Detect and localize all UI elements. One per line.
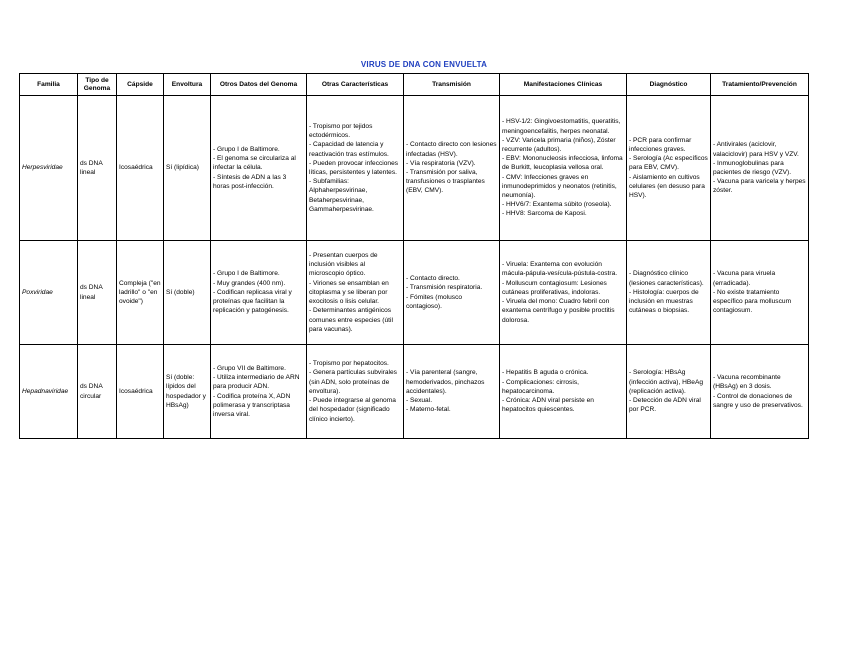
header-otras-caracteristicas: Otras Características xyxy=(307,74,404,96)
cell-line: - HHV6/7: Exantema súbito (roseola). xyxy=(502,201,612,209)
cell-manifestaciones xyxy=(500,345,627,439)
cell-envoltura: Sí (lipídica) xyxy=(164,96,211,241)
cell-otras-caracteristicas xyxy=(307,345,404,439)
cell-manifestaciones xyxy=(500,96,627,241)
header-diagnostico: Diagnóstico xyxy=(627,74,711,96)
cell-line: - PCR para confirmar infecciones graves. xyxy=(629,136,692,153)
cell-line: - Viruela del mono: Cuadro febril con exantema centrífugo y posible proctitis dolorosa. xyxy=(502,298,615,324)
cell-line: - Serología (Ac específicos para EBV, CMV). xyxy=(629,155,708,172)
cell-line: - Vía parenteral (sangre, hemoderivados, pinchazos accidentales). xyxy=(406,369,485,395)
header-otros-datos: Otros Datos del Genoma xyxy=(211,74,307,96)
cell-familia: Hepadnaviridae xyxy=(20,345,78,439)
header-familia: Familia xyxy=(20,74,78,96)
cell-line: - HHV8: Sarcoma de Kaposi. xyxy=(502,210,587,218)
cell-diagnostico xyxy=(627,241,711,345)
cell-tratamiento xyxy=(711,241,809,345)
cell-line: - Presentan cuerpos de inclusión visibles al microscopio óptico. xyxy=(309,252,378,278)
cell-line: - Serología: HBsAg (infección activa), HBeAg (replicación activa). xyxy=(629,369,704,395)
cell-line: - Materno-fetal. xyxy=(406,406,451,414)
table-row xyxy=(20,345,809,439)
cell-line: - Hepatitis B aguda o crónica. xyxy=(502,369,589,377)
cell-diagnostico xyxy=(627,96,711,241)
cell-line: - Inmunoglobulinas para pacientes de riesgo (VZV). xyxy=(713,159,792,176)
cell-line: - Utiliza intermediario de ARN para producir ADN. xyxy=(213,374,300,391)
cell-line: - Transmisión por saliva, transfusiones o trasplantes (EBV, CMV). xyxy=(406,169,485,195)
cell-line: - Aislamiento en cultivos celulares (en desuso para HSV). xyxy=(629,173,705,199)
cell-line: - Codifica proteína X, ADN polimerasa y transcriptasa inversa viral. xyxy=(213,392,291,418)
cell-line: - Control de donaciones de sangre y uso de preservativos. xyxy=(713,392,803,409)
cell-line: - Viruela: Exantema con evolución mácula-pápula-vesícula-pústula-costra. xyxy=(502,261,618,278)
cell-line: - Crónica: ADN viral persiste en hepatocitos quiescentes. xyxy=(502,397,594,414)
header-row xyxy=(20,74,809,96)
header-manifestaciones: Manifestaciones Clínicas xyxy=(500,74,627,96)
cell-line: - Determinantes antigénicos comunes entre especies (útil para vacunas). xyxy=(309,307,393,333)
cell-line: - Subfamilias: Alphaherpesvirinae, Betaherpesvirinae, Gammaherpesvirinae. xyxy=(309,178,374,213)
table-row xyxy=(20,241,809,345)
cell-line: - Contacto directo con lesiones infectadas (HSV). xyxy=(406,141,497,158)
cell-line: - Grupo I de Baltimore. xyxy=(213,270,280,278)
cell-tipo-genoma: ds DNA circular xyxy=(78,345,117,439)
cell-tratamiento xyxy=(711,345,809,439)
cell-line: - Viriones se ensamblan en citoplasma y se liberan por exocitosis o lisis celular. xyxy=(309,279,389,306)
cell-tipo-genoma: ds DNA lineal xyxy=(78,96,117,241)
cell-envoltura: Sí (doble) xyxy=(164,241,211,345)
cell-line: - Fómites (molusco contagioso). xyxy=(406,293,463,310)
cell-line: - Detección de ADN viral por PCR. xyxy=(629,397,701,414)
cell-line: - Antivirales (aciclovir, valaciclovir) para HSV y VZV. xyxy=(713,141,799,158)
cell-line: - Vacuna recombinante (HBsAg) en 3 dosis. xyxy=(713,374,781,391)
cell-line: - Síntesis de ADN a las 3 horas post-infección. xyxy=(213,173,287,190)
cell-tipo-genoma: ds DNA lineal xyxy=(78,241,117,345)
cell-line: - EBV: Mononucleosis infecciosa, linfoma de Burkitt, leucoplasia vellosa oral. xyxy=(502,155,623,172)
cell-line: - Molluscum contagiosum: Lesiones cutáneas proliferativas, indoloras. xyxy=(502,279,607,296)
cell-line: - El genoma se circulariza al infectar la célula. xyxy=(213,155,296,172)
header-tratamiento: Tratamiento/Prevención xyxy=(711,74,809,96)
cell-capside: Compleja ("en ladrillo" o "en ovoide") xyxy=(117,241,164,345)
cell-tratamiento xyxy=(711,96,809,241)
cell-line: - Capacidad de latencia y reactivación tras estímulos. xyxy=(309,141,389,158)
header-capside: Cápside xyxy=(117,74,164,96)
cell-line: - Genera partículas subvirales (sin ADN, solo proteínas de envoltura). xyxy=(309,369,397,395)
cell-line: - Transmisión respiratoria. xyxy=(406,284,483,292)
cell-line: - Pueden provocar infecciones líticas, persistentes y latentes. xyxy=(309,159,399,176)
cell-otras-caracteristicas xyxy=(307,241,404,345)
cell-familia: Poxviridae xyxy=(20,241,78,345)
cell-envoltura: Sí (doble: lípidos del hospedador y HBsAg) xyxy=(164,345,211,439)
header-envoltura: Envoltura xyxy=(164,74,211,96)
cell-line: - Tropismo por tejidos ectodérmicos. xyxy=(309,122,373,140)
cell-line: - Puede integrarse al genoma del hospedador (significado clínico incierto). xyxy=(309,397,396,423)
cell-line: - Vacuna para viruela (erradicada). xyxy=(713,270,776,287)
cell-line: - Vacuna para varicela y herpes zóster. xyxy=(713,178,806,195)
cell-line: - Grupo VII de Baltimore. xyxy=(213,364,286,372)
cell-line: - No existe tratamiento específico para molluscum contagiosum. xyxy=(713,288,792,315)
cell-capside: Icosaédrica xyxy=(117,96,164,241)
cell-otras-caracteristicas xyxy=(307,96,404,241)
cell-line: - HSV-1/2: Gingivoestomatitis, queratitis, meningoencefalitis, herpes neonatal. xyxy=(502,118,621,135)
virus-table xyxy=(19,73,809,439)
cell-line: - Codifican replicasa viral y proteínas que facilitan la replicación y patogénesis. xyxy=(213,288,292,315)
cell-otros-datos xyxy=(211,241,307,345)
cell-capside: Icosaédrica xyxy=(117,345,164,439)
cell-line: - Histología: cuerpos de inclusión en muestras cutáneas o biopsias. xyxy=(629,288,699,315)
cell-transmision xyxy=(404,241,500,345)
cell-diagnostico xyxy=(627,345,711,439)
cell-otros-datos xyxy=(211,96,307,241)
cell-line: - VZV: Varicela primaria (niños), Zóster recurrente (adultos). xyxy=(502,136,616,153)
cell-line: - CMV: Infecciones graves en inmunodeprimidos y neonatos (retinitis, neumonía). xyxy=(502,173,617,199)
table-row xyxy=(20,96,809,241)
page-title: VIRUS DE DNA CON ENVUELTA xyxy=(360,60,488,69)
cell-otros-datos xyxy=(211,345,307,439)
cell-line: - Grupo I de Baltimore. xyxy=(213,145,280,153)
cell-line: - Muy grandes (400 nm). xyxy=(213,279,286,287)
header-transmision: Transmisión xyxy=(404,74,500,96)
cell-manifestaciones xyxy=(500,241,627,345)
cell-line: - Complicaciones: cirrosis, hepatocarcinoma. xyxy=(502,378,579,395)
header-tipo-genoma: Tipo de Genoma xyxy=(78,74,117,96)
cell-line: - Vía respiratoria (VZV). xyxy=(406,159,476,167)
cell-line: - Tropismo por hepatocitos. xyxy=(309,360,389,368)
cell-line: - Diagnóstico clínico (lesiones características). xyxy=(629,270,704,287)
cell-familia: Herpesviridae xyxy=(20,96,78,241)
cell-line: - Contacto directo. xyxy=(406,275,460,283)
cell-transmision xyxy=(404,96,500,241)
cell-transmision xyxy=(404,345,500,439)
cell-line: - Sexual. xyxy=(406,397,433,405)
